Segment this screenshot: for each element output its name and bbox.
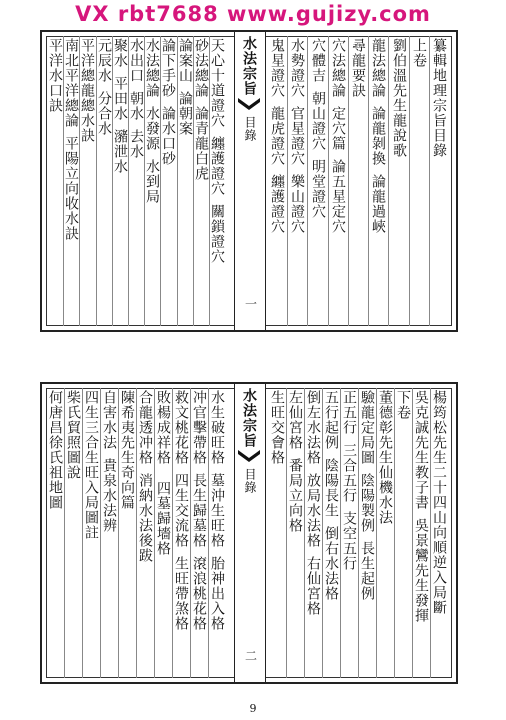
toc-entry: 長生起例: [359, 541, 375, 601]
toc-entry: 吳景鸞先生發揮: [413, 518, 429, 623]
column-rule: [208, 388, 209, 678]
toc-column: [371, 38, 385, 324]
toc-column: [360, 390, 374, 676]
column-rule: [177, 36, 178, 326]
toc-entry: 四墓歸墻格: [155, 481, 171, 556]
toc-entry: 纏護證穴: [209, 136, 225, 196]
toc-entry: 朝水: [128, 91, 144, 121]
toc-entry: 董德彰先生仙機水法: [377, 390, 393, 525]
toc-entry: 何唐昌徐氏祖地圖: [47, 390, 63, 510]
column-rule: [190, 388, 191, 678]
toc-entry: 元辰水: [96, 38, 112, 83]
toc-entry: 平田水: [112, 76, 128, 121]
toc-column: [392, 38, 406, 324]
toc-column: [378, 390, 392, 676]
column-rule: [322, 388, 323, 678]
toc-column: [210, 38, 224, 324]
toc-column: [414, 390, 428, 676]
toc-column: [66, 390, 80, 676]
column-rule: [286, 388, 287, 678]
column-rule: [348, 36, 349, 326]
toc-column: [84, 390, 98, 676]
toc-column: [156, 390, 170, 676]
toc-column: [306, 390, 320, 676]
toc-column: [97, 38, 111, 324]
column-rule: [409, 36, 410, 326]
column-rule: [307, 36, 308, 326]
toc-column: [48, 390, 62, 676]
toc-entry: 救文桃花格: [173, 390, 189, 465]
toc-column: [48, 38, 62, 324]
toc-entry: 放局水法格: [305, 473, 321, 548]
toc-column: [412, 38, 426, 324]
toc-entry: 敗楊成祥格: [155, 390, 171, 465]
toc-column: [102, 390, 116, 676]
toc-entry: 柴氏貿照圖說: [65, 390, 81, 480]
toc-column: [311, 38, 325, 324]
toc-entry: 關鎖證穴: [209, 204, 225, 264]
toc-column: [351, 38, 365, 324]
column-rule: [430, 388, 431, 678]
toc-column: [331, 38, 345, 324]
column-rule: [96, 36, 97, 326]
toc-entry: 左仙宮格: [287, 390, 303, 450]
spine-leaf-number: 一: [245, 297, 258, 311]
toc-entry: 長生歸墓格: [191, 473, 207, 548]
toc-entry: 右仙宮格: [305, 556, 321, 616]
toc-entry: 正五行: [341, 390, 357, 435]
toc-column: [270, 390, 284, 676]
fishtail-mark-icon: [238, 450, 260, 462]
watermark-text: VX rbt7688 www.gujizy.com: [75, 2, 431, 26]
column-rule: [172, 388, 173, 678]
toc-column: [145, 38, 159, 324]
toc-entry: 論龍過峽: [370, 174, 386, 234]
column-rule: [193, 36, 194, 326]
toc-entry: 龍虎證穴: [269, 106, 285, 166]
toc-entry: 樂山證穴: [289, 174, 305, 234]
column-rule: [64, 388, 65, 678]
toc-column: [138, 390, 152, 676]
toc-column: [113, 38, 127, 324]
column-rule: [358, 388, 359, 678]
toc-column: [290, 38, 304, 324]
toc-entry: 水勢證穴: [289, 38, 305, 98]
toc-column: [210, 390, 224, 676]
toc-entry: 劉伯溫先生龍說歌: [391, 38, 407, 158]
column-rule: [388, 36, 389, 326]
toc-entry: 纂輯地理宗旨目錄: [431, 38, 447, 158]
toc-entry: 三合五行: [341, 443, 357, 503]
toc-entry: 聚水: [112, 38, 128, 68]
upper-page: [40, 30, 458, 332]
spine-leaf-number: 二: [245, 649, 258, 663]
toc-entry: 分合水: [96, 91, 112, 136]
toc-column: [432, 390, 446, 676]
toc-entry: 論朝案: [177, 91, 193, 136]
toc-entry: 水出口: [128, 38, 144, 83]
spine-subtitle: 目錄: [243, 116, 257, 142]
toc-entry: 陰陽長生: [323, 458, 339, 518]
column-rule: [287, 36, 288, 326]
column-rule: [160, 36, 161, 326]
toc-entry: 胎神出入格: [209, 556, 225, 631]
column-rule: [412, 388, 413, 678]
toc-entry: 穴法總論: [330, 38, 346, 98]
toc-entry: 明堂證穴: [310, 159, 326, 219]
toc-column: [178, 38, 192, 324]
toc-entry: 生旺帶煞格: [173, 556, 189, 631]
lower-spine: [234, 384, 266, 682]
toc-entry: 天心十道證穴: [209, 38, 225, 128]
toc-entry: 論水口砂: [160, 106, 176, 166]
toc-entry: 滾浪桃花格: [191, 556, 207, 631]
toc-entry: 砂法總論: [193, 38, 209, 98]
toc-entry: 五行起例: [323, 390, 339, 450]
column-rule: [209, 36, 210, 326]
toc-entry: 消納水法後跋: [137, 473, 153, 563]
toc-column: [129, 38, 143, 324]
toc-entry: 倒右水法格: [323, 526, 339, 601]
toc-entry: 吳克誠先生教子書: [413, 390, 429, 510]
toc-entry: 楊筠松先生二十四山向順逆入局斷: [431, 390, 447, 615]
column-rule: [63, 36, 64, 326]
toc-entry: 論五星定穴: [330, 159, 346, 234]
toc-entry: 番局立向格: [287, 458, 303, 533]
toc-entry: 平洋水口訣: [47, 38, 63, 113]
toc-entry: 官星證穴: [289, 106, 305, 166]
toc-entry: 纏護證穴: [269, 174, 285, 234]
toc-entry: 水法總論: [144, 38, 160, 98]
toc-column: [80, 38, 94, 324]
fishtail-mark-icon: [238, 98, 260, 110]
toc-entry: 水生破旺格: [209, 390, 225, 465]
toc-entry: 論龍剝換: [370, 106, 386, 166]
toc-entry: 倒左水法格: [305, 390, 321, 465]
toc-entry: 上卷: [411, 38, 427, 68]
toc-entry: 冲官擊帶格: [191, 390, 207, 465]
toc-column: [64, 38, 78, 324]
toc-column: [194, 38, 208, 324]
toc-entry: 論下手砂: [160, 38, 176, 98]
toc-entry: 貴泉水法辨: [101, 458, 117, 533]
column-rule: [376, 388, 377, 678]
column-rule: [136, 388, 137, 678]
toc-entry: 論青龍白虎: [193, 106, 209, 181]
toc-column: [432, 38, 446, 324]
toc-column: [161, 38, 175, 324]
toc-entry: 水發源: [144, 106, 160, 151]
toc-entry: 驗龍定局圖: [359, 390, 375, 465]
column-rule: [340, 388, 341, 678]
column-rule: [368, 36, 369, 326]
toc-entry: 墓沖生旺格: [209, 473, 225, 548]
toc-entry: 定穴篇: [330, 106, 346, 151]
toc-entry: 合龍透冲格: [137, 390, 153, 465]
spine-title: 水法宗旨: [241, 388, 257, 448]
toc-entry: 支空五行: [341, 511, 357, 571]
column-rule: [328, 36, 329, 326]
column-rule: [118, 388, 119, 678]
page-number: 9: [249, 702, 257, 715]
page-fold-shadow: [0, 338, 506, 362]
column-rule: [112, 36, 113, 326]
toc-entry: 下卷: [395, 390, 411, 420]
toc-entry: 平洋總龍總水訣: [79, 38, 95, 143]
toc-column: [396, 390, 410, 676]
toc-entry: 去水: [128, 129, 144, 159]
toc-column: [324, 390, 338, 676]
toc-column: [174, 390, 188, 676]
toc-entry: 自害水法: [101, 390, 117, 450]
column-rule: [144, 36, 145, 326]
lower-page: [40, 382, 458, 684]
column-rule: [82, 388, 83, 678]
toc-entry: 生旺交會格: [269, 390, 285, 465]
column-rule: [100, 388, 101, 678]
toc-entry: 四生交流格: [173, 473, 189, 548]
column-rule: [429, 36, 430, 326]
spine-subtitle: 目錄: [243, 468, 257, 494]
toc-entry: 朝山證穴: [310, 91, 326, 151]
upper-spine: [234, 32, 266, 330]
toc-entry: 瀦泄水: [112, 129, 128, 174]
toc-entry: 鬼星證穴: [269, 38, 285, 98]
toc-entry: 陰陽製例: [359, 473, 375, 533]
toc-column: [120, 390, 134, 676]
toc-entry: 尋龍要訣: [350, 38, 366, 98]
column-rule: [304, 388, 305, 678]
toc-entry: 陳希夷先生奇向篇: [119, 390, 135, 510]
toc-column: [192, 390, 206, 676]
toc-column: [270, 38, 284, 324]
toc-entry: 論案山: [177, 38, 193, 83]
toc-entry: 南北平洋總論: [63, 38, 79, 128]
toc-entry: 穴體吉: [310, 38, 326, 83]
toc-column: [342, 390, 356, 676]
column-rule: [394, 388, 395, 678]
toc-column: [288, 390, 302, 676]
toc-entry: 平陽立向收水訣: [63, 136, 79, 241]
spine-title: 水法宗旨: [241, 36, 257, 96]
column-rule: [79, 36, 80, 326]
column-rule: [128, 36, 129, 326]
toc-entry: 四生三合生旺入局圖註: [83, 390, 99, 540]
toc-entry: 水到局: [144, 159, 160, 204]
toc-entry: 龍法總論: [370, 38, 386, 98]
column-rule: [154, 388, 155, 678]
